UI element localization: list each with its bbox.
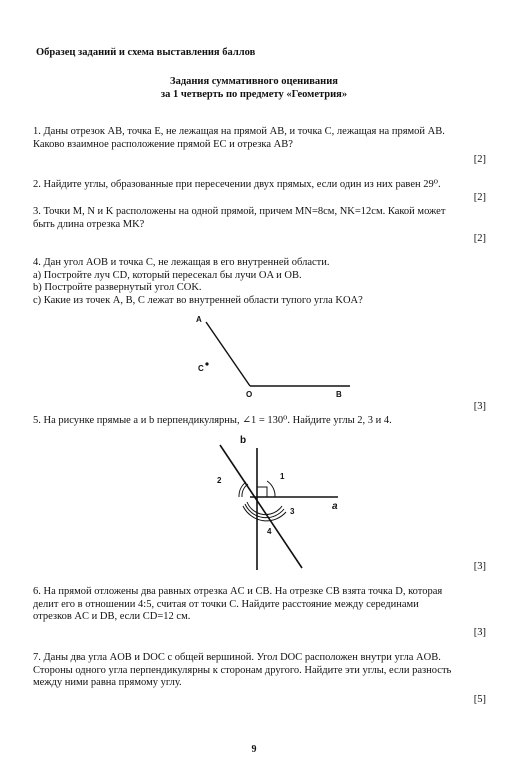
task-6 (33, 586, 493, 624)
task-7-line-3: между ними равна прямому углу. (33, 677, 182, 688)
assessment-subtitle: за 1 четверть по предмету «Геометрия» (160, 89, 348, 100)
label-line-a: a (332, 501, 338, 512)
task-4-line-4: c) Какие из точек A, B, C лежат во внутренней области тупого угла KOA? (33, 294, 363, 306)
perpendicular-lines-figure (200, 430, 350, 580)
task-1-line-1: 1. Даны отрезок AB, точка E, не лежащая на прямой AB, и точка C, лежащая на прямой AB. (33, 126, 445, 137)
label-line-b: b (240, 435, 247, 446)
point-c-dot (205, 362, 208, 365)
task-6-line-2: делит его в отношении 4:5, считая от точки C. Найдите расстояние между серединами (33, 598, 419, 610)
task-2-score: [2] (473, 192, 486, 203)
task-5-score: [3] (473, 561, 486, 572)
task-4-line-1: 4. Дан угол AOB и точка C, не лежащая в его внутренней области. (33, 257, 330, 268)
task-3 (33, 206, 493, 231)
task-1-score: [2] (473, 154, 486, 165)
task-3-score: [2] (473, 233, 486, 244)
task-6-line-1: 6. На прямой отложены два равных отрезка AC и CB. На отрезке CB взята точка D, которая (33, 586, 443, 597)
label-angle-4: 4 (267, 527, 272, 536)
task-7-score: [5] (473, 694, 486, 705)
task-6-score: [3] (473, 627, 486, 638)
angle-aob-figure (180, 308, 360, 398)
label-point-c: C (198, 364, 204, 373)
label-angle-2: 2 (217, 476, 222, 485)
label-angle-3: 3 (290, 507, 295, 516)
label-point-b: B (336, 390, 342, 398)
task-5 (33, 415, 493, 428)
document-heading: Образец заданий и схема выставления баллов (36, 47, 256, 58)
task-4-score: [3] (473, 401, 486, 412)
task-7-line-1: 7. Даны два угла AOB и DOC с общей вершиной. Угол DOC расположен внутри угла AOB. (33, 652, 441, 663)
label-angle-1: 1 (280, 472, 285, 481)
task-4-line-2: a) Постройте луч CD, который пересекал бы лучи OA и OB. (33, 269, 302, 281)
label-point-o: O (246, 390, 253, 398)
task-4 (33, 257, 493, 307)
task-6-line-3: отрезков AC и DB, если CD=12 см. (33, 611, 191, 622)
task-1-line-2: Каково взаимное расположение прямой EC и отрезка AB? (33, 138, 293, 150)
label-point-a: A (196, 315, 202, 324)
task-7-line-2: Стороны одного угла перпендикулярны к сторонам другого. Найдите эти углы, если разность (33, 664, 452, 676)
assessment-title: Задания суммативного оценивания (170, 76, 338, 87)
task-7 (33, 652, 493, 690)
task-4-line-3: b) Постройте развернутый угол COK. (33, 282, 202, 293)
task-2-line-1: 2. Найдите углы, образованные при пересечении двух прямых, если один из них равен 29⁰. (33, 179, 441, 190)
task-3-line-1: 3. Точки M, N и K расположены на одной прямой, причем MN=8см, NK=12см. Какой может (33, 206, 446, 217)
task-1 (33, 126, 493, 151)
task-3-line-2: быть длина отрезка MK? (33, 218, 145, 230)
task-5-line-1: 5. На рисунке прямые a и b перпендикулярны, ∠1 = 130⁰. Найдите углы 2, 3 и 4. (33, 415, 392, 426)
task-2 (33, 179, 493, 192)
page-number: 9 (251, 744, 257, 755)
